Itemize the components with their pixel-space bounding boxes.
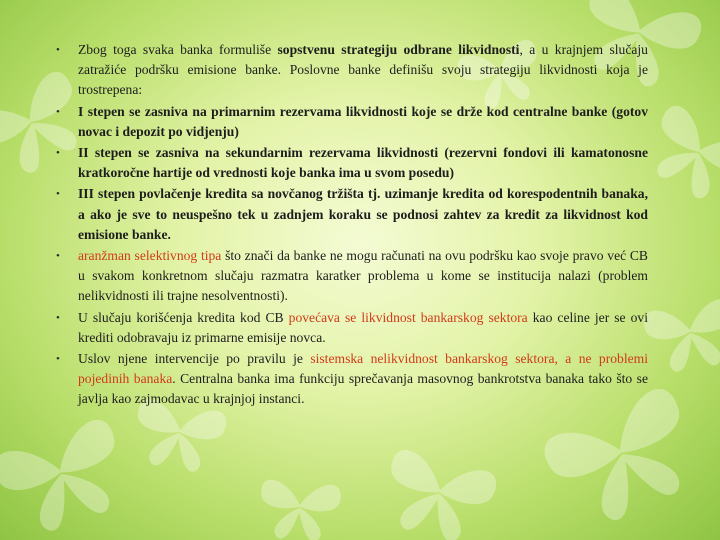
bullet-text: sopstvenu strategiju odbrane likvidnosti: [277, 42, 520, 57]
bullet-item: [52, 308, 648, 348]
bullet-item: [52, 40, 648, 101]
bullet-icon: •: [56, 147, 60, 160]
bullet-item: [52, 102, 648, 142]
bullet-item: [52, 184, 648, 245]
butterfly-icon: [636, 102, 720, 212]
bullet-text: U slučaju korišćenja kredita kod CB: [78, 309, 289, 325]
bullet-text: Uslov njene intervencije po pravilu je: [78, 351, 311, 367]
butterfly-icon: [376, 447, 499, 540]
slide-content: [52, 40, 648, 411]
bullet-item: [52, 246, 648, 307]
bullet-icon: •: [56, 44, 60, 56]
bullet-text: kao celine jer se ovi krediti odobravaju iz primarne emisije novca.: [78, 309, 648, 345]
bullet-text: II stepen se zasniva na sekundarnim rezervama likvidnosti (rezervni fondovi ili kamatonosne kratkoročne hartije od vrednosti koje banka ima u svom posedu): [78, 145, 648, 181]
highlighted-text: povećava se likvidnost bankarskog sektora: [288, 309, 528, 325]
bullet-text: , a u krajnjem slučaju zatražiće podršku emisione banke. Poslovne banke definišu svoju strategiju likvidnosti koja je trostrepena:: [78, 42, 648, 98]
bullet-list: [52, 40, 648, 410]
bullet-item: [52, 143, 648, 183]
butterfly-icon: [642, 297, 720, 376]
bullet-text: III stepen povlačenje kredita sa novčanog tržišta tj. uzimanje kredita od korespodentnih banaka, a ako je sve to neuspešno tek u zadnjem koraku se podnosi zahtev za kredit za likvidnost kod emisione banke.: [78, 186, 648, 242]
bullet-icon: •: [56, 311, 60, 324]
bullet-text: . Centralna banka ima funkciju sprečavanja masovnog bankrotstva banaka tako što se javlja kao zajmodavac u krajnjoj instanci.: [78, 371, 648, 407]
bullet-icon: •: [56, 105, 60, 118]
bullet-item: [52, 349, 648, 410]
bullet-text: što znači da banke ne mogu računati na ovu podršku kao svoje pravo već CB u svakom konkretnom slučaju razmatra karatker problema u kome se institucija nalazi (problem nelikvidnosti ili trajne nesolventnosti).: [78, 248, 649, 304]
bullet-icon: •: [56, 353, 60, 366]
bullet-icon: •: [56, 188, 60, 201]
bullet-text: I stepen se zasniva na primarnim rezervama likvidnosti koje se drže kod centralne banke (gotov novac i depozit po vidjenju): [78, 103, 648, 139]
bullet-text: Zbog toga svaka banka formuliše: [78, 42, 278, 57]
highlighted-text: aranžman selektivnog tipa: [78, 248, 222, 264]
butterfly-icon: [257, 479, 342, 540]
butterfly-icon: [0, 416, 137, 540]
bullet-icon: •: [56, 250, 60, 263]
highlighted-text: sistemska nelikvidnost bankarskog sektora, a ne problemi pojedinih banaka: [78, 351, 648, 387]
